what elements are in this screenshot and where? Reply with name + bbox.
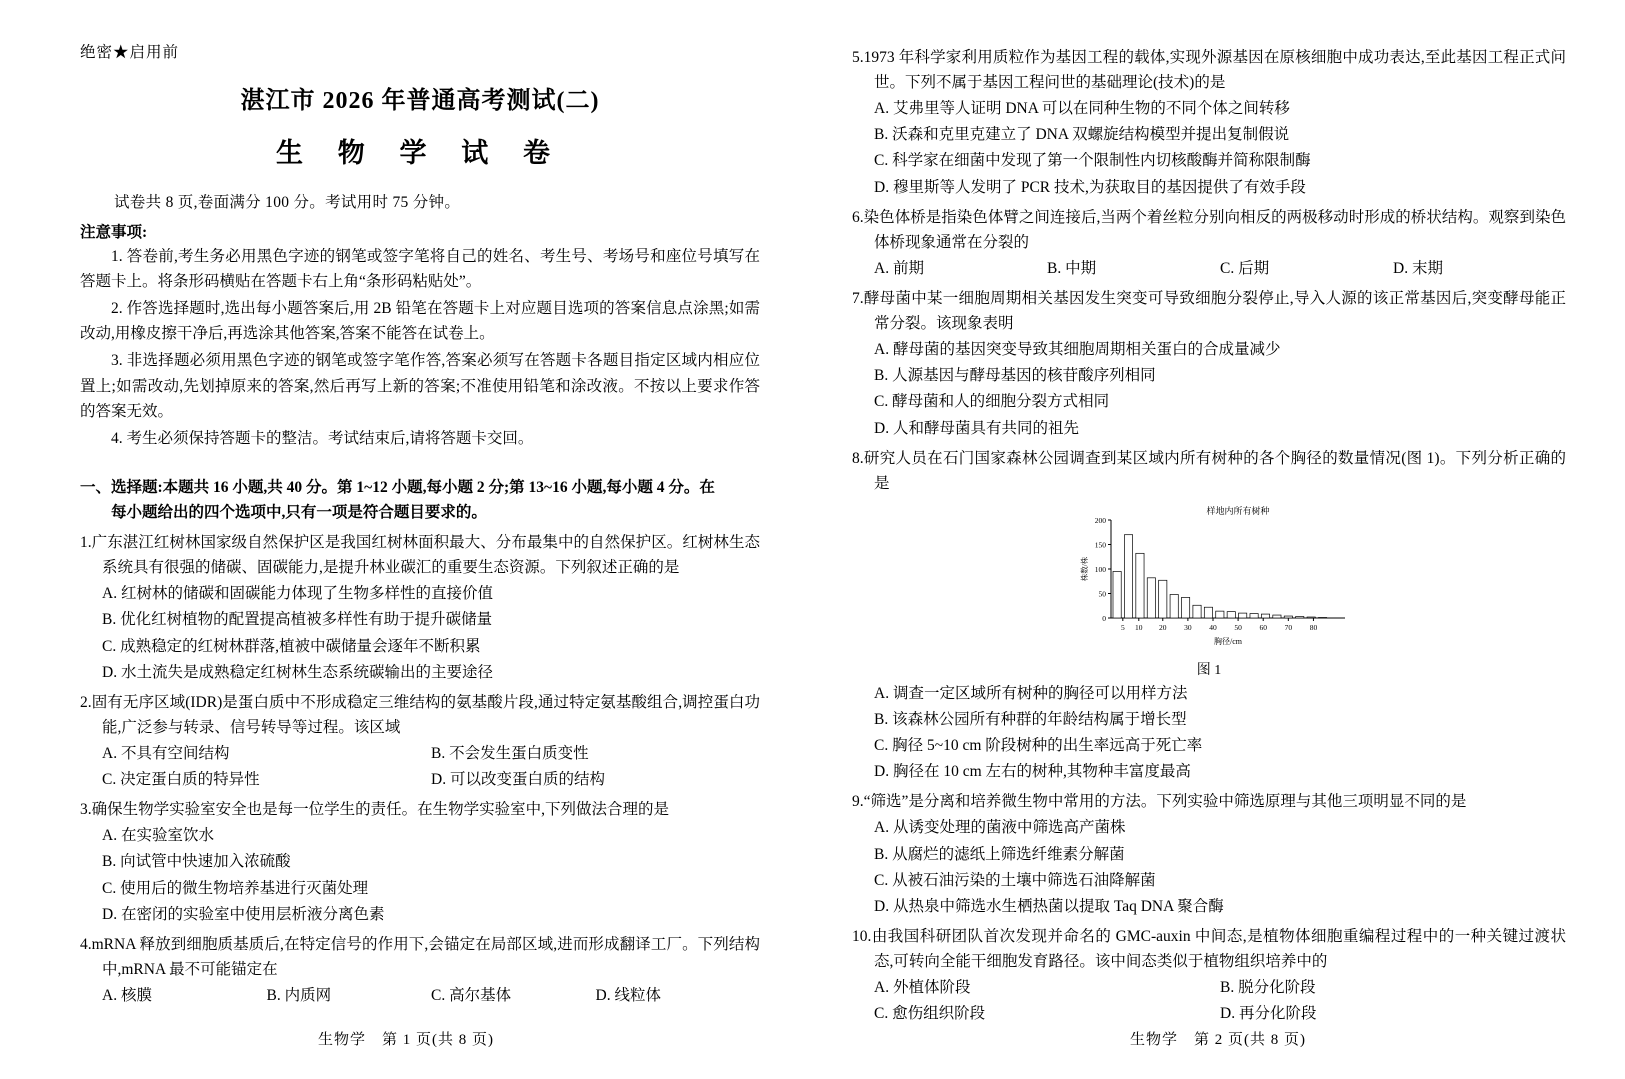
question-number: 2. — [80, 693, 92, 711]
question-options — [80, 823, 760, 926]
option-item[interactable]: B. 优化红树植物的配置提高植被多样性有助于提升碳储量 — [102, 611, 493, 629]
option-item[interactable]: A. 从诱变处理的菌液中筛选高产菌株 — [874, 819, 1126, 837]
figure-caption: 图 1 — [1196, 662, 1222, 678]
chart-container — [1059, 502, 1359, 679]
svg-text:30: 30 — [1184, 622, 1192, 632]
option-item[interactable]: B. 沃森和克里克建立了 DNA 双螺旋结构模型并提出复制假说 — [874, 126, 1290, 144]
option-row — [80, 741, 760, 766]
question-options — [852, 337, 1566, 440]
option-item[interactable]: B. 中期 — [1047, 259, 1097, 277]
question-options — [852, 975, 1566, 1026]
question-text: “筛选”是分离和培养微生物中常用的方法。下列实验中筛选原理与其他三项明显不同的是 — [863, 793, 1467, 811]
svg-text:0: 0 — [1102, 613, 1106, 623]
question-stem — [80, 690, 760, 740]
svg-text:20: 20 — [1159, 622, 1167, 632]
svg-text:150: 150 — [1094, 540, 1106, 550]
question-stem — [852, 205, 1566, 255]
section-heading-line2: 每小题给出的四个选项中,只有一项是符合题目要求的。 — [111, 503, 487, 521]
option-item[interactable]: C. 科学家在细菌中发现了第一个限制性内切核酸酶并简称限制酶 — [874, 152, 1311, 170]
question-text: 酵母菌中某一细胞周期相关基因发生突变可导致细胞分裂停止,导入人源的该正常基因后,突变酵母能正常分裂。该现象表明 — [863, 289, 1566, 333]
option-item[interactable]: B. 内质网 — [266, 986, 332, 1004]
option-item[interactable]: C. 胸径 5~10 cm 阶段树种的出生率远高于死亡率 — [874, 737, 1203, 755]
option-item[interactable]: C. 后期 — [1220, 259, 1270, 277]
svg-text:胸径/cm: 胸径/cm — [1214, 636, 1242, 646]
option-item[interactable]: D. 人和酵母菌具有共同的祖先 — [874, 419, 1079, 437]
option-item[interactable]: D. 线粒体 — [595, 986, 661, 1004]
option-item[interactable]: D. 穆里斯等人发明了 PCR 技术,为获取目的基因提供了有效手段 — [874, 178, 1306, 196]
option-item[interactable]: B. 不会发生蛋白质变性 — [431, 744, 589, 762]
notice-item: 2. 作答选择题时,选出每小题答案后,用 2B 铅笔在答题卡上对应题目选项的答案信息点涂黑;如需改动,用橡皮擦干净后,再选涂其他答案,答案不能答在试卷上。 — [80, 300, 760, 343]
svg-text:60: 60 — [1259, 622, 1267, 632]
page-left-column — [0, 0, 812, 1079]
option-item[interactable]: A. 在实验室饮水 — [102, 827, 214, 845]
question-stem — [852, 924, 1566, 974]
exam-meta: 试卷共 8 页,卷面满分 100 分。考试用时 75 分钟。 — [114, 194, 461, 211]
option-item[interactable]: D. 水土流失是成熟稳定红树林生态系统碳输出的主要途径 — [102, 663, 493, 681]
option-item[interactable]: A. 红树林的储碳和固碳能力体现了生物多样性的直接价值 — [102, 585, 493, 603]
question-text: 研究人员在石门国家森林公园调查到某区域内所有树种的各个胸径的数量情况(图 1)。下列分析正确的是 — [863, 449, 1566, 492]
question-number: 6. — [852, 208, 864, 226]
option-item[interactable]: A. 外植体阶段 — [874, 979, 971, 997]
option-row — [852, 256, 1566, 281]
option-item[interactable]: C. 愈伤组织阶段 — [874, 1005, 986, 1023]
option-item[interactable]: A. 调查一定区域所有树种的胸径可以用样方法 — [874, 684, 1188, 702]
svg-text:80: 80 — [1309, 622, 1318, 632]
section-heading — [80, 475, 760, 525]
question-stem — [852, 286, 1566, 336]
svg-text:10: 10 — [1135, 622, 1143, 632]
question-options — [852, 96, 1566, 199]
notice-title: 注意事项: — [80, 224, 148, 241]
question-options — [852, 815, 1566, 918]
question-text: 固有无序区域(IDR)是蛋白质中不形成稳定三维结构的氨基酸片段,通过特定氨基酸组合,调控蛋白功能,广泛参与转录、信号转导等过程。该区域 — [91, 693, 760, 736]
secret-label: 绝密★启用前 — [80, 44, 180, 61]
notice-item: 4. 考生必须保持答题卡的整洁。考试结束后,请将答题卡交回。 — [111, 429, 534, 447]
option-item[interactable]: A. 核膜 — [102, 986, 152, 1004]
question-stem — [852, 446, 1566, 496]
question-options — [852, 256, 1566, 281]
notice-item: 3. 非选择题必须用黑色字迹的钢笔或签字笔作答,答案必须写在答题卡各题目指定区域内相应位置上;如需改动,先划掉原来的答案,然后再写上新的答案;不准使用铅笔和涂改液。不按以上要求作答的答案无效。 — [80, 352, 760, 420]
option-row — [80, 983, 760, 1008]
option-item[interactable]: C. 从被石油污染的土壤中筛选石油降解菌 — [874, 871, 1156, 889]
page-footer-left: 生物学 第 1 页(共 8 页) — [318, 1032, 494, 1048]
option-item[interactable]: A. 不具有空间结构 — [102, 744, 230, 762]
page-title: 湛江市 2026 年普通高考测试(二) — [240, 88, 600, 114]
question-options — [80, 983, 760, 1008]
question-stem — [852, 789, 1566, 814]
svg-text:5: 5 — [1120, 622, 1125, 632]
question-stem — [852, 45, 1566, 95]
page-subtitle: 生 物 学 试 卷 — [276, 138, 564, 168]
question-number: 7. — [852, 289, 864, 307]
question-text: 由我国科研团队首次发现并命名的 GMC-auxin 中间态,是植物体细胞重编程过程中的一种关键过渡状态,可转向全能干细胞发育路径。该中间态类似于植物组织培养中的 — [871, 927, 1566, 970]
svg-text:50: 50 — [1234, 622, 1242, 632]
question-text: 确保生物学实验室安全也是每一位学生的责任。在生物学实验室中,下列做法合理的是 — [91, 801, 670, 819]
question-number: 8. — [852, 449, 864, 467]
question-options — [80, 741, 760, 792]
svg-text:200: 200 — [1094, 515, 1106, 525]
option-row — [852, 1001, 1566, 1026]
section-heading-line1: 一、选择题:本题共 16 小题,共 40 分。第 1~12 小题,每小题 2 分;第 13~16 小题,每小题 4 分。在 — [80, 478, 715, 496]
option-item[interactable]: D. 在密闭的实验室中使用层析液分离色素 — [102, 905, 385, 923]
question-options — [80, 581, 760, 684]
option-item[interactable]: A. 前期 — [874, 259, 924, 277]
question-stem — [80, 797, 760, 822]
option-item[interactable]: C. 高尔基体 — [431, 986, 512, 1004]
question-number: 9. — [852, 793, 864, 811]
option-row — [80, 767, 760, 792]
svg-text:50: 50 — [1098, 589, 1106, 599]
svg-text:100: 100 — [1094, 564, 1106, 574]
option-item[interactable]: D. 再分化阶段 — [1220, 1005, 1317, 1023]
page-right-column — [812, 0, 1624, 1079]
svg-text:40: 40 — [1209, 622, 1217, 632]
option-item[interactable]: B. 向试管中快速加入浓硫酸 — [102, 853, 291, 871]
option-item[interactable]: C. 使用后的微生物培养基进行灭菌处理 — [102, 879, 369, 897]
question-text: 广东湛江红树林国家级自然保护区是我国红树林面积最大、分布最集中的自然保护区。红树林生态系统具有很强的储碳、固碳能力,是提升林业碳汇的重要生态资源。下列叙述正确的是 — [91, 534, 760, 577]
option-row — [852, 975, 1566, 1000]
question-text: 染色体桥是指染色体臂之间连接后,当两个着丝粒分别向相反的两极移动时形成的桥状结构。观察到染色体桥现象通常在分裂的 — [863, 208, 1566, 251]
question-text: mRNA 释放到细胞质基质后,在特定信号的作用下,会锚定在局部区域,进而形成翻译工厂。下列结构中,mRNA 最不可能锚定在 — [91, 935, 760, 978]
page-footer-right: 生物学 第 2 页(共 8 页) — [1130, 1032, 1306, 1048]
question-text: 1973 年科学家利用质粒作为基因工程的载体,实现外源基因在原核细胞中成功表达,至此基因工程正式问世。下列不属于基因工程问世的基础理论(技术)的是 — [863, 49, 1566, 92]
option-item[interactable]: B. 人源基因与酵母基因的核苷酸序列相同 — [874, 367, 1156, 385]
option-item[interactable]: D. 末期 — [1393, 259, 1443, 277]
option-item[interactable]: D. 胸径在 10 cm 左右的树种,其物种丰富度最高 — [874, 763, 1191, 781]
option-item[interactable]: D. 从热泉中筛选水生栖热菌以提取 Taq DNA 聚合酶 — [874, 897, 1224, 915]
svg-text:株数/株: 株数/株 — [1080, 556, 1089, 582]
tree-diameter-bar-chart — [1059, 502, 1359, 652]
option-item[interactable]: D. 可以改变蛋白质的结构 — [431, 771, 605, 789]
question-stem — [80, 530, 760, 580]
option-item[interactable]: B. 从腐烂的滤纸上筛选纤维素分解菌 — [874, 845, 1125, 863]
svg-text:样地内所有树种: 样地内所有树种 — [1206, 505, 1270, 516]
option-item[interactable]: C. 决定蛋白质的特异性 — [102, 771, 260, 789]
svg-text:70: 70 — [1284, 622, 1293, 632]
question-stem — [80, 932, 760, 982]
option-item[interactable]: A. 艾弗里等人证明 DNA 可以在同种生物的不同个体之间转移 — [874, 100, 1290, 118]
option-item[interactable]: C. 成熟稳定的红树林群落,植被中碳储量会逐年不断积累 — [102, 637, 481, 655]
question-number: 1. — [80, 534, 92, 552]
option-item[interactable]: B. 脱分化阶段 — [1220, 979, 1316, 997]
option-item[interactable]: B. 该森林公园所有种群的年龄结构属于增长型 — [874, 710, 1187, 728]
question-number: 3. — [80, 801, 92, 819]
notice-item: 1. 答卷前,考生务必用黑色字迹的钢笔或签字笔将自己的姓名、考生号、考场号和座位号填写在答题卡上。将条形码横贴在答题卡右上角“条形码粘贴处”。 — [80, 248, 760, 291]
question-number: 5. — [852, 49, 864, 66]
question-number: 4. — [80, 935, 92, 953]
question-number: 10. — [852, 927, 872, 945]
question-options — [852, 681, 1566, 784]
option-item[interactable]: A. 酵母菌的基因突变导致其细胞周期相关蛋白的合成量减少 — [874, 341, 1281, 359]
option-item[interactable]: C. 酵母菌和人的细胞分裂方式相同 — [874, 393, 1110, 411]
figure-1 — [852, 502, 1566, 679]
